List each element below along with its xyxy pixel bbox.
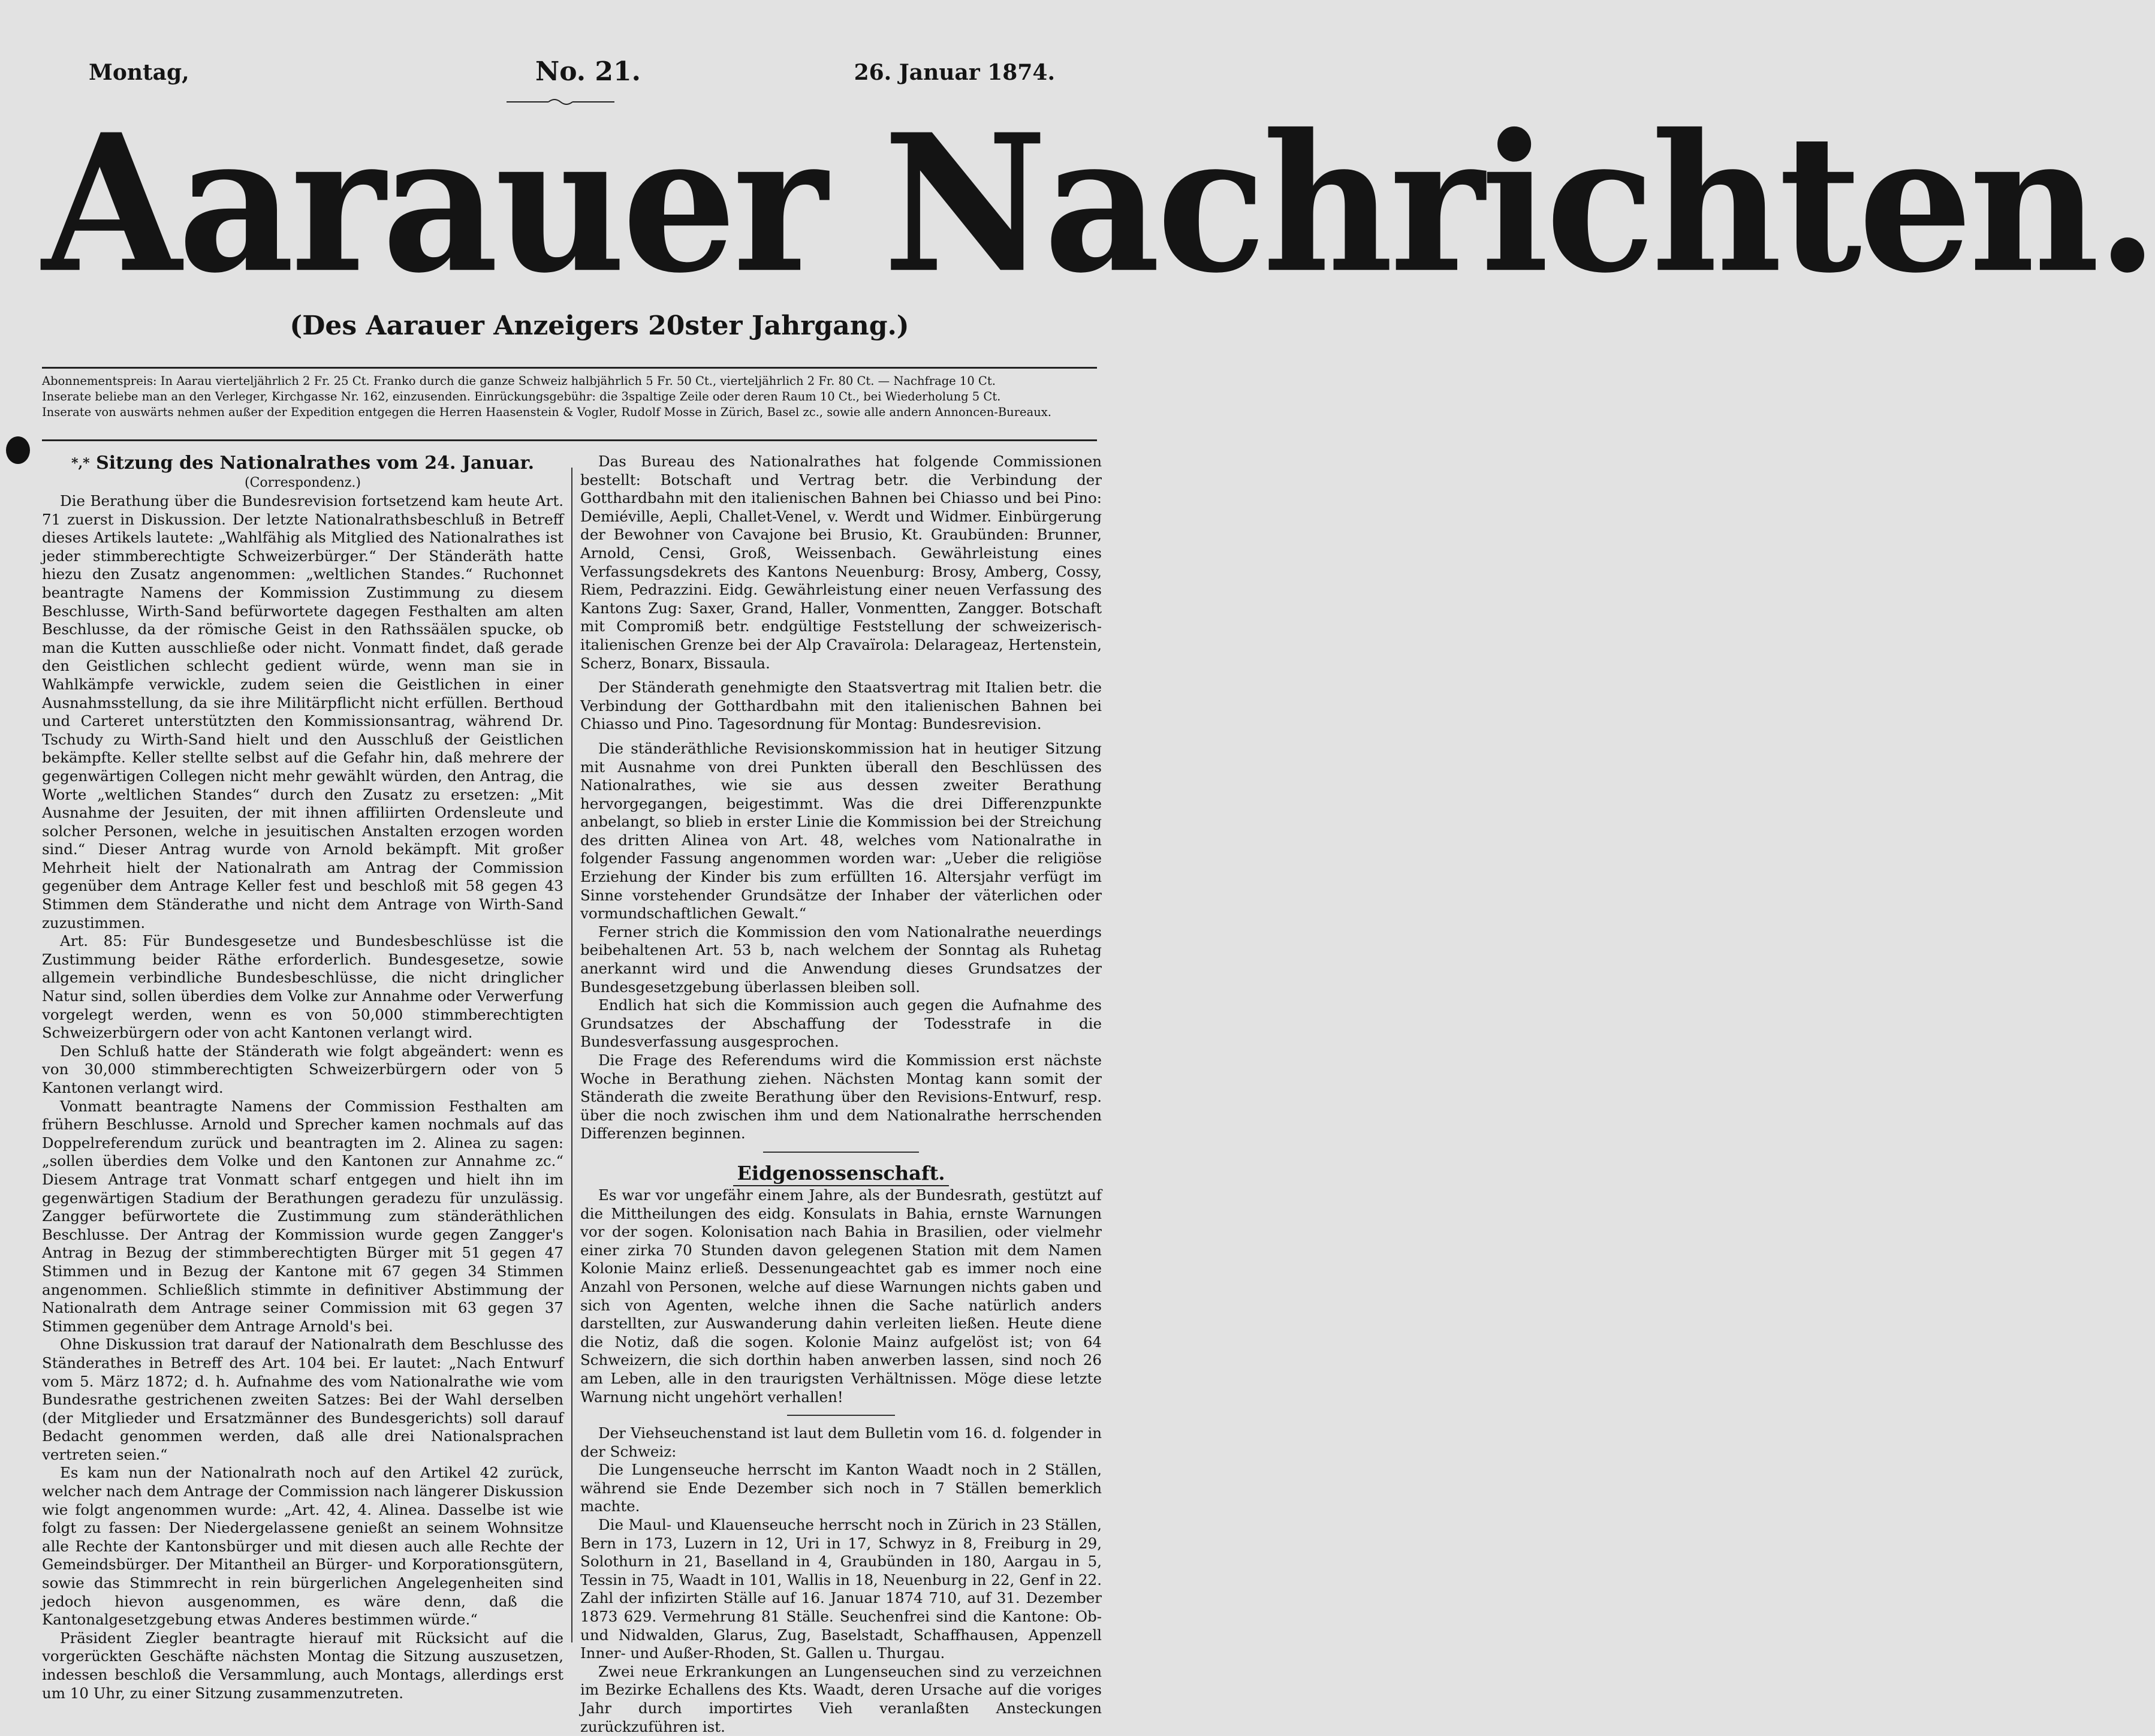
paragraph-gap — [580, 673, 1102, 679]
article-paragraph: Das Bureau des Nationalrathes hat folgende Commissionen bestellt: Botschaft und Vertrag betr. die Verbindung der Gotthardbahn mit den italienischen Bahnen bei Chiasso und bei Pino: Demiéville, Aepli, Challet-Venel, v. Werdt und Widmer. Einbürgerung der Bewohner von Cavajone bei Brusio, Kt. Graubünden: Brunner, Arnold, Censi, Groß, Weissenbach. Gewährleistung eines Verfassungsdekrets des Kantons Neuenburg: Brosy, Amberg, Cossy, Riem, Pedrazzini. Eidg. Gewährleistung einer neuen Verfassung des Kantons Zug: Saxer, Grand, Haller, Vonmentten, Zangger. Botschaft mit Compromiß betr. endgültige Feststellung der schweizerisch-italienischen Grenze bei der Alp Cravaïrola: Delarageaz, Hertenstein, Scherz, Bonarx, Bissaula. — [580, 453, 1102, 672]
section-separator — [763, 1152, 919, 1153]
article-headline — [42, 453, 563, 474]
newspaper-title: Aarauer Nachrichten. — [42, 92, 2155, 315]
article-paragraph: Art. 85: Für Bundesgesetze und Bundesbeschlüsse ist die Zustimmung beider Räthe erforderlich. Bundesgesetze, sowie allgemein verbindliche Bundesbeschlüsse, die nicht dringlicher Natur sind, sollen überdies dem Volke zur Annahme oder Verwerfung vorgelegt werden, wenn es von 50,000 stimmberechtigten Schweizerbürgern oder von acht Kantonen verlangt wird. — [42, 932, 563, 1042]
left-column — [42, 453, 563, 1702]
article-paragraph: Zwei neue Erkrankungen an Lungenseuchen sind zu verzeichnen im Bezirke Echallens des Kts. Waadt, deren Ursache auf die voriges Jahr durch importirtes Vieh veranlaßten Ansteckungen zurückzuführen ist. — [580, 1662, 1102, 1735]
issue-day: Montag, — [89, 60, 189, 85]
issue-number: No. 21. — [535, 56, 641, 87]
notice-line: Inserate von auswärts nehmen außer der Expedition entgegen die Herren Haasenstein & Vogler, Rudolf Mosse in Zürich, Basel zc., sowie alle andern Annoncen-Bureaux. — [42, 405, 1051, 419]
article-paragraph: Die Maul- und Klauenseuche herrscht noch in Zürich in 23 Ställen, Bern in 173, Luzern in 12, Uri in 17, Schwyz in 8, Freiburg in 29, Solothurn in 21, Baselland in 4, Graubünden in 180, Aargau in 5, Tessin in 75, Waadt in 101, Wallis in 18, Neuenburg in 22, Genf in 22. Zahl der infizirten Ställe auf 16. Januar 1874 710, auf 31. Dezember 1873 629. Vermehrung 81 Ställe. Seuchenfrei sind die Kantone: Ob- und Nidwalden, Glarus, Zug, Baselstadt, Schaffhausen, Appenzell Inner- und Außer-Rhoden, St. Gallen u. Thurgau. — [580, 1516, 1102, 1662]
section-separator — [787, 1415, 895, 1416]
headline-asterisks: *,* — [71, 456, 90, 471]
headline-text: Sitzung des Nationalrathes vom 24. Januar. — [96, 453, 535, 474]
article-paragraph: Endlich hat sich die Kommission auch gegen die Aufnahme des Grundsatzes der Abschaffung der Todesstrafe in die Bundesverfassung ausgesprochen. — [580, 996, 1102, 1051]
article-paragraph: Ohne Diskussion trat darauf der Nationalrath dem Beschlusse des Ständerathes in Betreff des Art. 104 bei. Er lautet: „Nach Entwurf vom 5. März 1872; d. h. Aufnahme des vom Nationalrathe wie vom Bundesrathe gestrichenen zweiten Satzes: Bei der Wahl derselben (der Mitglieder und Ersatzmänner des Bundesgerichts) soll darauf Bedacht genommen werden, daß alle drei Nationalsprachen vertreten seien.“ — [42, 1336, 563, 1463]
paragraph-gap — [580, 734, 1102, 740]
article-paragraph: Es war vor ungefähr einem Jahre, als der Bundesrath, gestützt auf die Mittheilungen des eidg. Konsulats in Bahia, ernste Warnungen vor der sogen. Kolonisation nach Bahia in Brasilien, oder vielmehr einer zirka 70 Stunden davon gelegenen Station mit dem Namen Kolonie Mainz erließ. Dessenungeachtet gab es immer noch eine Anzahl von Personen, welche auf diese Warnungen nichts gaben und sich von Agenten, welche ihnen die Sache natürlich anders darstellten, zur Auswanderung dahin verleiten ließen. Heute diene die Notiz, daß die sogen. Kolonie Mainz aufgelöst ist; von 64 Schweizern, die sich dorthin haben anwerben lassen, sind noch 26 am Leben, alle in den traurigsten Verhältnissen. Möge diese letzte Warnung nicht ungehört verhallen! — [580, 1186, 1102, 1406]
article-paragraph: Präsident Ziegler beantragte hierauf mit Rücksicht auf die vorgerückten Geschäfte nächsten Montag die Sitzung auszusetzen, indessen beschloß die Versammlung, auch Montags, allerdings erst um 10 Uhr, zu einer Sitzung zusammenzutreten. — [42, 1629, 563, 1702]
section-title-text: Eidgenossenschaft. — [733, 1161, 948, 1186]
notice-line: Inserate beliebe man an den Verleger, Kirchgasse Nr. 162, einzusenden. Einrückungsgebühr: die 3spaltige Zeile oder deren Raum 10 Ct., bei Wiederholung 5 Ct. — [42, 390, 1001, 403]
article-paragraph: Der Viehseuchenstand ist laut dem Bulletin vom 16. d. folgender in der Schweiz: — [580, 1424, 1102, 1460]
column-rule — [571, 468, 572, 1642]
article-paragraph: Ferner strich die Kommission den vom Nationalrathe neuerdings beibehaltenen Art. 53 b, nach welchem der Sonntag als Ruhetag anerkannt wird und die Anwendung dieses Grundsatzes der Bundesgesetzgebung überlassen bleiben soll. — [580, 923, 1102, 996]
article-paragraph: Die Frage des Referendums wird die Kommission erst nächste Woche in Berathung ziehen. Nächsten Montag kann somit der Ständerath die zweite Berathung über den Revisions-Entwurf, resp. über die noch zwischen ihm und dem Nationalrathe herrschenden Differenzen beginnen. — [580, 1051, 1102, 1143]
article-paragraph: Es kam nun der Nationalrath noch auf den Artikel 42 zurück, welcher nach dem Antrage der Commission nach längerer Diskussion wie folgt angenommen wurde: „Art. 42, 4. Alinea. Dasselbe ist wie folgt zu fassen: Der Niedergelassene genießt an seinem Wohnsitze alle Rechte der Kantonsbürger und mit diesen auch alle Rechte der Gemeindsbürger. Der Mitantheil an Bürger- und Korporationsgütern, sowie das Stimmrecht in rein bürgerlichen Angelegenheiten sind jedoch hievon ausgenommen, es wäre denn, daß die Kantonalgesetzgebung etwas Anderes bestimmen würde.“ — [42, 1464, 563, 1629]
article-paragraph: Die ständeräthliche Revisionskommission hat in heutiger Sitzung mit Ausnahme von drei Punkten überall den Beschlüssen des Nationalrathes, wie sie aus dessen zweiter Berathung hervorgegangen, beigestimmt. Was die drei Differenzpunkte anbelangt, so blieb in erster Linie die Kommission bei der Streichung des dritten Alinea von Art. 48, welches vom Nationalrathe in folgender Fassung angenommen worden war: „Ueber die religiöse Erziehung der Kinder bis zum erfüllten 16. Altersjahr verfügt im Sinne vorstehender Grundsätze der Inhaber der väterlichen oder vormundschaftlichen Gewalt.“ — [580, 739, 1102, 923]
article-paragraph: Der Ständerath genehmigte den Staatsvertrag mit Italien betr. die Verbindung der Gotthardbahn mit den italienischen Bahnen bei Chiasso und Pino. Tagesordnung für Montag: Bundesrevision. — [580, 679, 1102, 733]
article-paragraph: Die Lungenseuche herrscht im Kanton Waadt noch in 2 Ställen, während sie Ende Dezember sich noch in 7 Ställen bemerklich machte. — [580, 1461, 1102, 1515]
section-title — [580, 1161, 1102, 1186]
article-paragraph: Die Berathung über die Bundesrevision fortsetzend kam heute Art. 71 zuerst in Diskussion. Der letzte Nationalrathsbeschluß in Betreff dieses Artikels lautete: „Wahlfähig als Mitglied des Nationalrathes ist jeder stimmberechtigte Schweizerbürger.“ Der Ständeräth hatte hiezu den Zusatz angenommen: „weltlichen Standes.“ Ruchonnet beantragte Namens der Kommission Zustimmung zu diesem Beschlusse, Wirth-Sand befürwortete dagegen Festhalten am alten Beschlusse, da der römische Geist in den Rathssäälen spucke, ob man die Kutten ausschließe oder nicht. Vonmatt findet, daß gerade den Geistlichen schlecht gedient würde, wenn man sie in Wahlkämpfe verwickle, zudem seien die Geistlichen in einer Ausnahmsstellung, da sie ihre Militärpflicht nicht erfüllen. Berthoud und Carteret unterstützten den Kommissionsantrag, während Dr. Tschudy zu Wirth-Sand hielt und den Ausschluß der Geistlichen bekämpfte. Keller stellte selbst auf die Gefahr hin, daß mehrere der gegenwärtigen Collegen nicht mehr gewählt würden, den Antrag, die Worte „weltlichen Standes“ durch den Zusatz zu ersetzen: „Mit Ausnahme der Jesuiten, der mit ihnen affiliirten Ordensleute und solcher Personen, welche in jesuitischen Anstalten erzogen worden sind.“ Dieser Antrag wurde von Arnold bekämpft. Mit großer Mehrheit hielt der Nationalrath am Antrag der Commission gegenüber dem Antrage Keller fest und beschloß mit 58 gegen 43 Stimmen dem Ständerathe und nicht dem Antrage von Wirth-Sand zuzustimmen. — [42, 492, 563, 932]
right-column — [580, 453, 1102, 1735]
article-paragraph: Den Schluß hatte der Ständerath wie folgt abgeändert: wenn es von 30,000 stimmberechtigten Schweizerbürgern oder von 5 Kantonen verlangt wird. — [42, 1042, 563, 1096]
notice-line: Abonnementspreis: In Aarau vierteljährlich 2 Fr. 25 Ct. Franko durch die ganze Schweiz halbjährlich 5 Fr. 50 Ct., vierteljährlich 2 Fr. 80 Ct. — Nachfrage 10 Ct. — [42, 374, 996, 388]
punch-hole — [6, 436, 30, 464]
masthead-topline — [89, 56, 1055, 96]
newspaper-subtitle: (Des Aarauer Anzeigers 20ster Jahrgang.) — [290, 311, 909, 341]
article-paragraph: Vonmatt beantragte Namens der Commission Festhalten am frühern Beschlusse. Arnold und Sprecher kamen nochmals auf das Doppelreferendum zurück und beantragten im 2. Alinea zu sagen: „sollen überdies dem Volke und den Kantonen zur Annahme zc.“ Diesem Antrage trat Vonmatt scharf entgegen und hielt ihn im gegenwärtigen Stadium der Berathungen geradezu für unzulässig. Zangger befürwortete die Zustimmung zum ständeräthlichen Beschlusse. Der Antrag der Kommission wurde gegen Zangger's Antrag in Bezug der stimmberechtigten Bürger mit 51 gegen 47 Stimmen und in Bezug der Kantone mit 67 gegen 34 Stimmen angenommen. Schließlich stimmte in definitiver Abstimmung der Nationalrath dem Antrage seiner Commission mit 63 gegen 37 Stimmen gegenüber dem Antrage Arnold's bei. — [42, 1097, 563, 1335]
subscription-notice — [42, 367, 1097, 441]
issue-date: 26. Januar 1874. — [854, 60, 1055, 85]
article-dateline: (Correspondenz.) — [245, 475, 361, 490]
